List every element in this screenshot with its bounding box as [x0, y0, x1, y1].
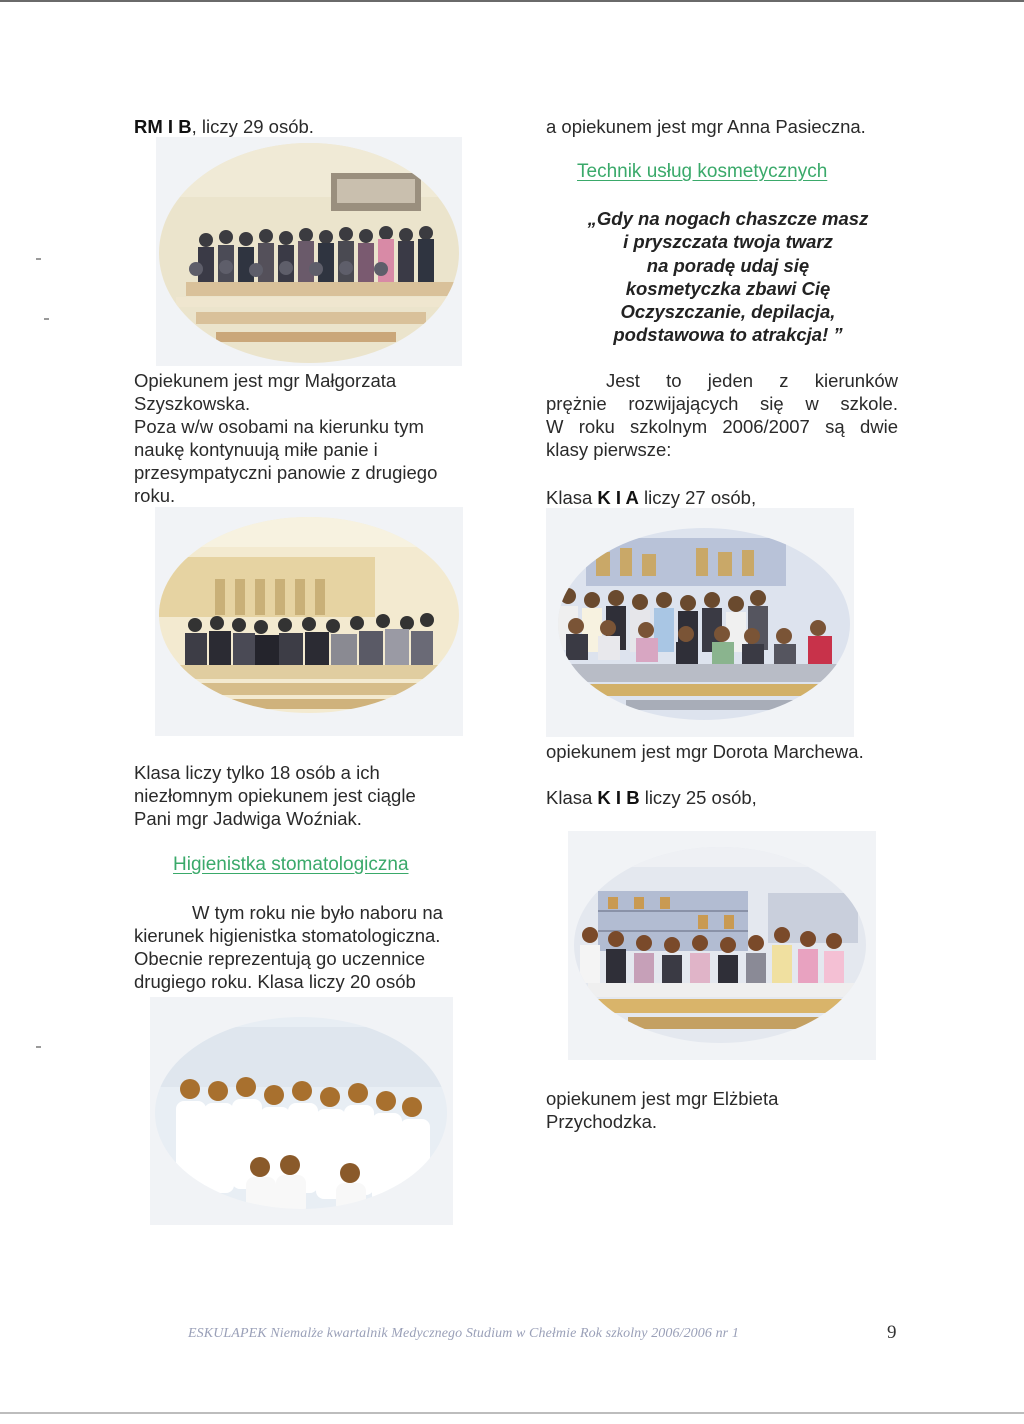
hygiene-description	[134, 901, 479, 993]
photo-dental-hygiene-class	[150, 997, 453, 1225]
kia-count: liczy 27 osób,	[638, 487, 757, 508]
text-line: Jest to jeden z kierunków	[606, 370, 898, 391]
heading-cosmetic-technician: Technik usług kosmetycznych	[577, 161, 828, 182]
text-line: Klasa liczy tylko 18 osób a ich	[134, 762, 380, 783]
page-bottom-edge	[0, 1412, 1024, 1414]
text-line: roku.	[134, 485, 176, 506]
kib-tutor	[546, 1087, 866, 1133]
kia-class-code: K I A	[597, 487, 639, 508]
text-line: Przychodzka.	[546, 1111, 658, 1132]
poem-line: Oczyszczanie, depilacja,	[620, 301, 836, 323]
cosmetic-intro	[546, 369, 898, 461]
kib-class-line	[546, 786, 757, 809]
text-line: Szyszkowska.	[134, 393, 251, 414]
poem-line: na poradę udaj się	[646, 254, 810, 276]
poem-line: kosmetyczka zbawi Cię	[625, 277, 831, 299]
footer-publication-info: ESKULAPEK Niemalże kwartalnik Medycznego Studium w Chełmie Rok szkolny 2006/2006 nr 1	[188, 1326, 739, 1341]
text-line: W roku szkolnym 2006/2007 są dwie	[546, 416, 898, 437]
photo-kib-class	[568, 831, 876, 1060]
page-top-edge	[0, 0, 1024, 2]
text-line: Obecnie reprezentują go uczennice	[134, 948, 426, 969]
text-line: naukę kontynuują miłe panie i	[134, 439, 378, 460]
text-line: Pani mgr Jadwiga Woźniak.	[134, 808, 362, 829]
text-line: prężnie rozwijających się w szkole.	[546, 393, 898, 414]
photo-second-year-class	[155, 507, 463, 736]
scan-mark	[36, 258, 41, 260]
text-line: klasy pierwsze:	[546, 439, 672, 460]
kib-class-code: K I B	[597, 787, 640, 808]
text-line: W tym roku nie było naboru na	[192, 902, 443, 923]
rm-class-code: RM I B	[134, 116, 192, 137]
kia-class-line	[546, 486, 756, 509]
poem-line: „Gdy na nogach chaszcze masz	[587, 208, 869, 229]
scan-mark	[44, 318, 49, 320]
poem-line: i pryszczata twoja twarz	[623, 231, 833, 253]
photo-rm-ib-class	[156, 137, 462, 366]
scan-mark	[36, 1046, 41, 1048]
cosmetic-poem	[546, 207, 910, 347]
text-line: Poza w/w osobami na kierunku tym	[134, 416, 424, 437]
rm-class-line	[134, 115, 314, 138]
photo-kia-class	[546, 508, 854, 737]
kib-prefix: Klasa	[546, 787, 598, 808]
rm-class-count: , liczy 29 osób.	[191, 116, 314, 137]
page-number: 9	[887, 1322, 897, 1343]
text-line: przesympatyczni panowie z drugiego	[134, 462, 438, 483]
second-year-description	[134, 761, 474, 830]
pasieczna-tutor-line: a opiekunem jest mgr Anna Pasieczna.	[546, 116, 866, 137]
text-line: kierunek higienistka stomatologiczna.	[134, 925, 441, 946]
rm-description	[134, 369, 474, 507]
kia-prefix: Klasa	[546, 487, 598, 508]
text-line: niezłomnym opiekunem jest ciągle	[134, 785, 416, 806]
text-line: opiekunem jest mgr Elżbieta	[546, 1088, 779, 1109]
poem-line: podstawowa to atrakcja! ”	[613, 324, 843, 346]
kib-count: liczy 25 osób,	[639, 787, 757, 808]
kia-tutor-line: opiekunem jest mgr Dorota Marchewa.	[546, 741, 864, 762]
text-line: drugiego roku. Klasa liczy 20 osób	[134, 971, 416, 992]
heading-dental-hygienist: Higienistka stomatologiczna	[173, 854, 409, 875]
text-line: Opiekunem jest mgr Małgorzata	[134, 370, 397, 391]
